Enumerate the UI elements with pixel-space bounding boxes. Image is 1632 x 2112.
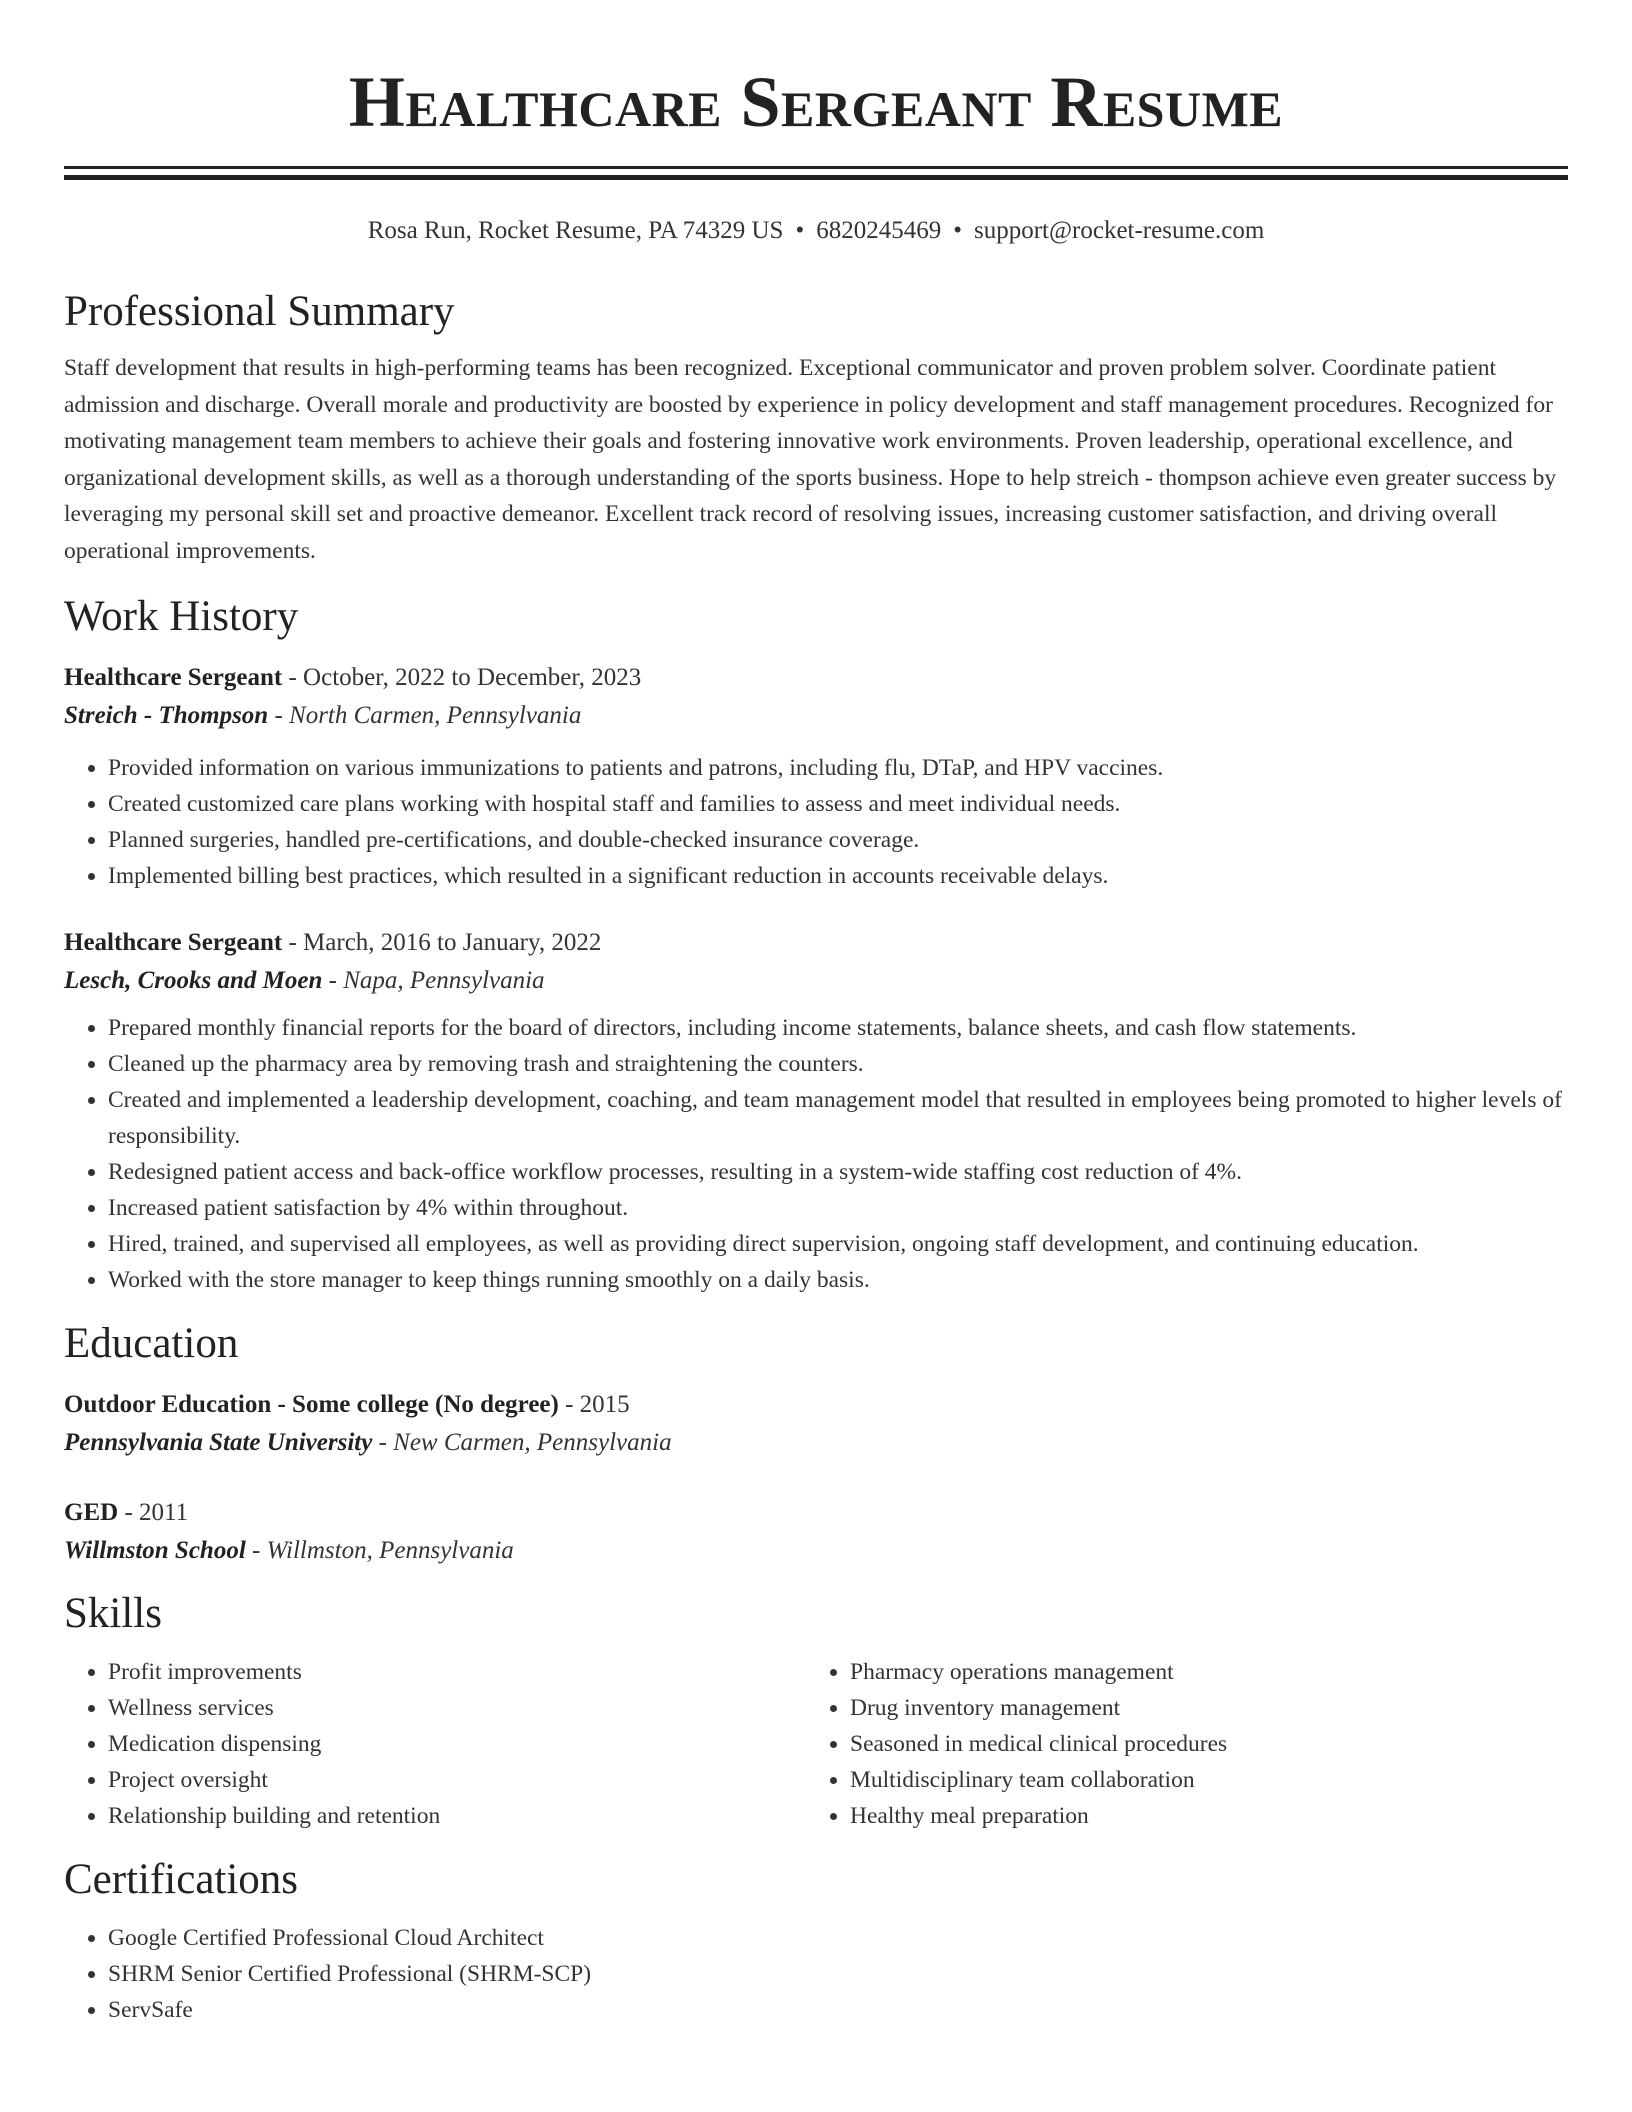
job-entry <box>64 924 1568 1298</box>
list-item: • Implemented billing best practices, which resulted in a significant reduction in accounts receivable delays. <box>108 858 1568 894</box>
list-item: • Medication dispensing <box>108 1726 806 1762</box>
job-company: Streich - Thompson <box>64 702 269 729</box>
list-item: • Increased patient satisfaction by 4% within throughout. <box>108 1190 1568 1226</box>
list-item: • Provided information on various immunizations to patients and patrons, including flu, DTaP, and HPV vaccines. <box>108 750 1568 786</box>
education-degree: GED <box>64 1499 119 1526</box>
list-item: • Cleaned up the pharmacy area by removing trash and straightening the counters. <box>108 1046 1568 1082</box>
job-title: Healthcare Sergeant <box>64 664 283 691</box>
job-dates: - October, 2022 to December, 2023 <box>282 664 642 691</box>
job-title-line <box>64 659 1568 697</box>
job-location: - Napa, Pennsylvania <box>322 967 545 994</box>
work-history-section <box>64 589 1568 1298</box>
bullet-separator: • <box>795 217 805 244</box>
skills-column-right <box>806 1654 1548 1834</box>
list-item: • Prepared monthly financial reports for the board of directors, including income statements, balance sheets, and cash flow statements. <box>108 1010 1568 1046</box>
list-item: • Wellness services <box>108 1690 806 1726</box>
list-item: • Project oversight <box>108 1762 806 1798</box>
list-item: • Worked with the store manager to keep things running smoothly on a daily basis. <box>108 1262 1568 1298</box>
job-bullets <box>64 1010 1568 1298</box>
list-item: • Created and implemented a leadership development, coaching, and team management model that resulted in employees being promoted to higher levels of responsibility. <box>108 1082 1568 1154</box>
education-school-line <box>64 1532 1568 1570</box>
list-item: • Google Certified Professional Cloud Architect <box>108 1920 1568 1956</box>
skills-list-left <box>64 1654 806 1834</box>
list-item: • Created customized care plans working with hospital staff and families to assess and meet individual needs. <box>108 786 1568 822</box>
list-item: • Seasoned in medical clinical procedures <box>850 1726 1548 1762</box>
education-entry <box>64 1386 1568 1462</box>
skills-column-left <box>64 1654 806 1834</box>
list-item: • Drug inventory management <box>850 1690 1548 1726</box>
summary-section <box>64 284 1568 569</box>
list-item: • Profit improvements <box>108 1654 806 1690</box>
list-item: • Planned surgeries, handled pre-certifications, and double-checked insurance coverage. <box>108 822 1568 858</box>
contact-email[interactable]: support@rocket-resume.com <box>974 217 1265 244</box>
title-divider-thin <box>64 166 1568 169</box>
skills-grid <box>64 1654 1568 1834</box>
skills-list-right <box>806 1654 1548 1834</box>
certifications-list <box>64 1920 1568 2028</box>
resume-title: Healthcare Sergeant Resume <box>348 62 1284 142</box>
contact-line <box>64 214 1568 248</box>
job-company-line <box>64 697 1568 735</box>
title-divider-thick <box>64 175 1568 180</box>
job-company: Lesch, Crooks and Moen <box>64 967 323 994</box>
skills-section <box>64 1586 1568 1834</box>
education-location: - New Carmen, Pennsylvania <box>372 1429 672 1456</box>
section-heading-summary: Professional Summary <box>64 288 455 335</box>
education-degree: Outdoor Education - Some college (No degree) <box>64 1391 559 1418</box>
certifications-section <box>64 1852 1568 2028</box>
list-item: • Pharmacy operations management <box>850 1654 1548 1690</box>
section-heading-certifications: Certifications <box>64 1856 299 1903</box>
education-degree-line <box>64 1494 1568 1532</box>
list-item: • ServSafe <box>108 1992 1568 2028</box>
section-heading-education: Education <box>64 1320 239 1367</box>
contact-address: Rosa Run, Rocket Resume, PA 74329 US <box>367 217 784 244</box>
education-year: - 2011 <box>118 1499 189 1526</box>
education-school-line <box>64 1424 1568 1462</box>
job-title-line <box>64 924 1568 962</box>
list-item: • Hired, trained, and supervised all employees, as well as providing direct supervision, ongoing staff development, and continuing education. <box>108 1226 1568 1262</box>
section-heading-skills: Skills <box>64 1590 162 1637</box>
job-bullets <box>64 750 1568 894</box>
section-heading-work: Work History <box>64 593 299 640</box>
bullet-separator: • <box>953 217 962 244</box>
education-degree-line <box>64 1386 1568 1424</box>
education-school: Willmston School <box>64 1537 246 1564</box>
list-item: • Relationship building and retention <box>108 1798 806 1834</box>
education-entry <box>64 1494 1568 1570</box>
education-year: - 2015 <box>558 1391 630 1418</box>
list-item: • Multidisciplinary team collaboration <box>850 1762 1548 1798</box>
list-item: • Healthy meal preparation <box>850 1798 1548 1834</box>
education-location: - Willmston, Pennsylvania <box>245 1537 514 1564</box>
job-location: - North Carmen, Pennsylvania <box>268 702 582 729</box>
education-school: Pennsylvania State University <box>64 1429 373 1456</box>
list-item: • SHRM Senior Certified Professional (SHRM-SCP) <box>108 1956 1568 1992</box>
contact-phone[interactable]: 6820245469 <box>816 217 942 244</box>
education-section <box>64 1316 1568 1570</box>
job-title: Healthcare Sergeant <box>64 929 283 956</box>
list-item: • Redesigned patient access and back-office workflow processes, resulting in a system-wide staffing cost reduction of 4%. <box>108 1154 1568 1190</box>
summary-text: Staff development that results in high-performing teams has been recognized. Exceptional communicator and proven problem solver. Coordinate patient admission and discharge. Overall morale and productivity are boosted by experience in policy development and staff management procedures. Recognized for motivating management team members to achieve their goals and fostering innovative work environments. Proven leadership, operational excellence, and organizational development skills, as well as a thorough understanding of the sports business. Hope to help streich - thompson achieve even greater success by leveraging my personal skill set and proactive demeanor. Excellent track record of resolving issues, increasing customer satisfaction, and driving overall operational improvements. <box>64 355 1557 564</box>
job-entry <box>64 659 1568 894</box>
job-company-line <box>64 962 1568 1000</box>
job-dates: - March, 2016 to January, 2022 <box>282 929 602 956</box>
